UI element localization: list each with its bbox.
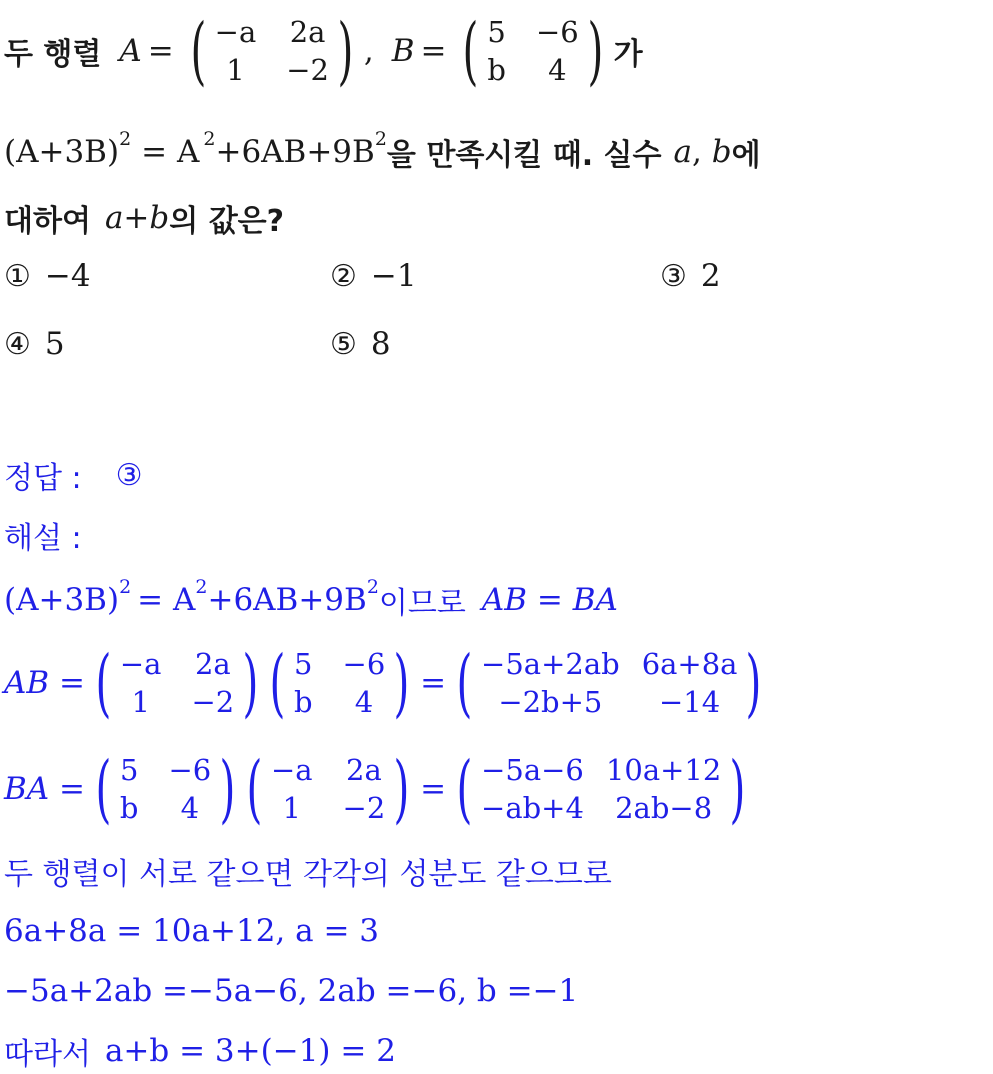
option-number: ②: [330, 258, 357, 294]
math-expression: 6a+8a = 10a+12, a = 3: [4, 913, 380, 949]
solution-text: 두 행렬이 서로 같으면 각각의 성분도 같으므로: [4, 857, 612, 892]
solution-line-4: [4, 848, 612, 894]
math-expression: +6AB+9B: [215, 134, 375, 170]
option-number: ③: [660, 258, 687, 294]
solution-text: 따라서: [4, 1037, 91, 1072]
exponent: 2: [195, 576, 208, 598]
math-expression: +6AB+9B: [207, 582, 367, 618]
equals-sign: =: [147, 33, 174, 69]
question-text: 대하여: [4, 204, 91, 239]
matrix: ( 5 −6 b 4 ): [95, 746, 236, 832]
equals-sign: =: [420, 665, 447, 701]
matrix-cell: 1: [131, 685, 150, 719]
question-text: 에: [731, 138, 761, 173]
matrix: ( 5 −6 b 4 ): [269, 640, 410, 726]
option-number: ④: [4, 326, 31, 362]
matrix-cell: −a: [270, 753, 313, 787]
math-expression: a+b: [104, 200, 170, 236]
matrix-cell: 4: [180, 791, 200, 825]
matrix-cell: 1: [226, 53, 245, 87]
math-expression: AB = BA: [481, 582, 618, 618]
matrix-a: ( −a 2a 1 −2 ): [190, 8, 354, 94]
question-line-3: [4, 190, 284, 246]
answer-line: [4, 452, 157, 498]
matrix-cell: −ab+4: [481, 791, 584, 825]
matrix-cell: 2ab−8: [615, 791, 713, 825]
math-expression: AB =: [4, 665, 85, 701]
matrix-cell: 5: [487, 15, 506, 49]
solution-line-5: [4, 908, 379, 954]
matrix-cell: b: [119, 791, 139, 825]
answer-value: ③: [115, 457, 143, 493]
matrix-cell: −6: [535, 15, 579, 49]
matrix: ( −a 2a 1 −2 ): [95, 640, 259, 726]
option-value: 2: [700, 258, 721, 294]
matrix-cell: −2: [342, 791, 386, 825]
option-number: ①: [4, 258, 31, 294]
matrix-cell: 2a: [289, 15, 326, 49]
math-expression: a+b = 3+(−1) = 2: [104, 1033, 396, 1069]
math-expression: = A: [141, 134, 200, 170]
exponent: 2: [366, 576, 379, 598]
question-text: 두 행렬: [4, 37, 102, 72]
option-value: −4: [44, 258, 91, 294]
matrix-cell: 1: [282, 791, 301, 825]
question-line-2: (A+3B) 2 = A 2 +6AB+9B 2 을 만족시킬 때. 실수 a , b 에: [4, 128, 761, 173]
matrix-cell: 5: [294, 647, 313, 681]
matrix: ( −5a+2ab 6a+8a −2b+5 −14 ): [456, 640, 762, 726]
matrix-cell: −5a+2ab: [481, 647, 620, 681]
option-1[interactable]: [4, 258, 91, 294]
option-value: −1: [370, 258, 417, 294]
matrix-cell: −5a−6: [481, 753, 584, 787]
matrix-cell: b: [293, 685, 313, 719]
matrix: ( −5a−6 10a+12 −ab+4 2ab−8 ): [456, 746, 746, 832]
matrix-cell: −2b+5: [498, 685, 603, 719]
matrix-cell: −6: [342, 647, 386, 681]
exponent: 2: [119, 128, 132, 150]
answer-label: 정답 :: [4, 461, 82, 496]
option-2[interactable]: [330, 258, 417, 294]
matrix-cell: 4: [548, 53, 567, 87]
exponent: 2: [374, 128, 387, 150]
solution-ab-product: [4, 640, 772, 726]
matrix-cell: 4: [354, 685, 374, 719]
matrix-cell: −6: [168, 753, 212, 787]
matrix-cell: −14: [658, 685, 721, 719]
matrix-cell: 10a+12: [605, 753, 722, 787]
math-expression: −5a+2ab =−5a−6, 2ab =−6, b =−1: [4, 973, 579, 1009]
matrix: ( −a 2a 1 −2 ): [246, 746, 410, 832]
matrix-cell: −2: [286, 53, 329, 87]
solution-line-7: [4, 1028, 396, 1074]
option-value: 8: [370, 326, 391, 362]
matrix-b-name: B: [391, 33, 415, 69]
variable-a: a: [673, 134, 692, 170]
solution-line-1: [4, 574, 618, 626]
math-expression: = A: [137, 582, 196, 618]
math-expression: BA =: [4, 771, 85, 807]
matrix-cell: −2: [191, 685, 235, 719]
matrix-cell: 5: [119, 753, 139, 787]
question-text: 의 값은?: [169, 204, 285, 239]
math-expression: (A+3B): [4, 134, 120, 170]
matrix-cell: −a: [119, 647, 162, 681]
solution-label-line: [4, 512, 82, 558]
matrix-cell: 2a: [346, 753, 382, 787]
equals-sign: =: [420, 33, 447, 69]
matrix-cell: −a: [214, 15, 257, 49]
comma: ,: [363, 33, 374, 69]
matrix-b: ( 5 −6 b 4 ): [462, 8, 604, 94]
question-text: 가: [613, 37, 643, 72]
math-expression: (A+3B): [4, 582, 120, 618]
matrix-a-name: A: [119, 33, 142, 69]
solution-text: 이므로: [378, 586, 466, 621]
matrix-cell: 2a: [194, 647, 231, 681]
option-number: ⑤: [330, 326, 357, 362]
solution-line-6: [4, 968, 578, 1014]
exponent: 2: [119, 576, 132, 598]
exponent: 2: [203, 128, 216, 150]
question-line-1: [4, 6, 643, 96]
solution-ba-product: [4, 746, 756, 832]
solution-label: 해설 :: [4, 521, 82, 556]
option-value: 5: [44, 326, 65, 362]
option-5[interactable]: [330, 326, 391, 362]
matrix-cell: 6a+8a: [641, 647, 738, 681]
equals-sign: =: [420, 771, 447, 807]
question-text: 을 만족시킬 때. 실수: [386, 138, 662, 173]
matrix-cell: b: [487, 53, 506, 87]
variable-b: b: [711, 134, 732, 170]
option-3[interactable]: [660, 258, 721, 294]
option-4[interactable]: [4, 326, 65, 362]
